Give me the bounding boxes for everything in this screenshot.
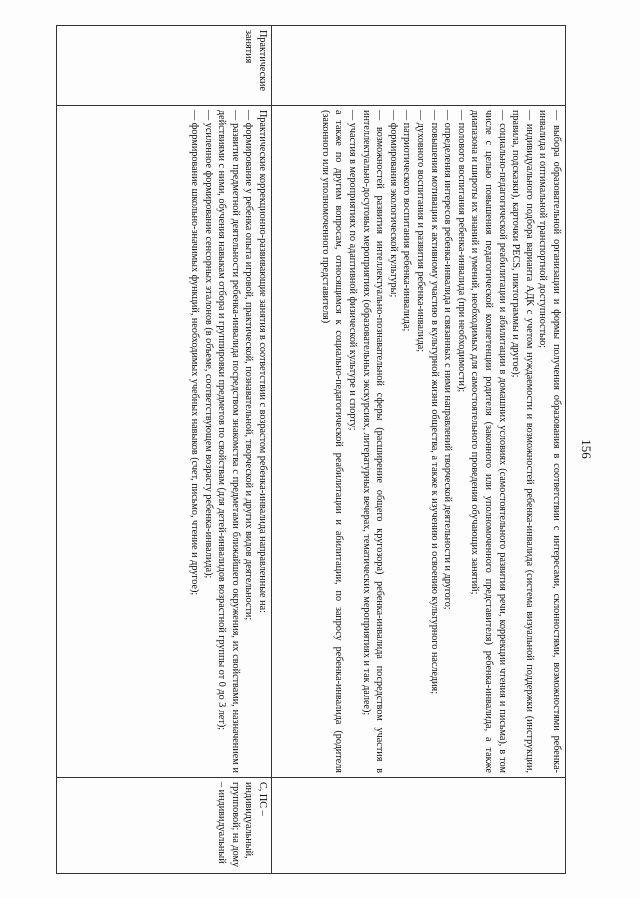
table-row xyxy=(272,26,566,874)
list-item: — формирование школьно-значимых функций, необходимых учебных навыков (счет, письмо, чтение и другое); xyxy=(189,110,201,596)
list-item: — формирования экологической культуры; xyxy=(387,110,399,298)
program-table xyxy=(56,25,566,874)
list-item: — определения интересов ребенка-инвалида и связанных с ними направлений творческой деятельности и другого; xyxy=(442,110,454,610)
list-item: — выбора образовательной организации и формы получения образования в соответствии с интересами, склонностями, возможностями ребенка-инвалида и оптимальной транспортной доступностью; xyxy=(537,110,562,773)
row1-form-cell xyxy=(272,778,566,874)
row2-title-cell xyxy=(57,26,272,106)
row1-title-cell xyxy=(272,26,566,106)
list-item: — полового воспитания ребенка-инвалида (при необходимости); xyxy=(455,110,467,393)
list-item: — развитие предметной деятельности ребенка-инвалида посредством знакомства с предметами ближайшего окружения, их свойствами, назначением и действиями с ними, обучения навыкам отбора и группировки предметов по свойствам (для детей-инвалидов возрастной группы от 0 до 3 лет); xyxy=(216,110,241,773)
form-of-delivery: С, ПС – индивидуальный, групповой; на дому – индивидуальный xyxy=(216,782,268,868)
list-item: — усиленное формирование сенсорных эталонов (в объеме, соответствующем возрасту ребенка-инвалида); xyxy=(202,110,214,579)
list-item: — патриотического воспитания ребенка-инвалида; xyxy=(401,110,413,332)
list-item: — повышения мотивации к активному участию в культурной жизни общества, а также к изучению и освоению культурного наследия; xyxy=(428,110,440,695)
list-item: — индивидуального подбора варианта АДК с учетом нуждаемости и возможностей ребенка-инвалида (система визуальной поддержки (инструкции, правила, подсказки), карточки PECS, пиктограммы и другое); xyxy=(510,110,535,773)
list-item: — возможностей развития интеллектуально-познавательной сферы (расширение общего кругозора) ребенка-инвалида посредством участия в интеллектуально-досуговых мероприятиях (образовательных экскурсиях, литературных вечерах, тематических мероприятиях и так далее); xyxy=(360,110,386,773)
rotated-page-content xyxy=(40,25,600,873)
row1-content-cell xyxy=(272,106,566,778)
list-item: — социально-педагогической реабилитации и абилитации в домашних условиях (самостоятельного развития речи, коррекции чтения и письма), в том числе с целью повышения педагогической компетенции родителя (законного или уполномоченного представителя) ребенка-инвалида, а также диапазона и широты их знаний и умений, необходимых для самостоятельного проведения обучающих занятий; xyxy=(469,110,508,773)
list-item: — формирование у ребенка опыта игровой, практической, познавательной, творческой и других видов деятельности; xyxy=(243,110,255,621)
row-title: Практические занятия xyxy=(243,30,268,92)
row2-form-cell xyxy=(57,778,272,874)
row-intro: Практические коррекционно-развивающие занятия в соответствии с возрастом ребенка-инвалида направленные на: xyxy=(257,110,268,613)
list-item: — духовного воспитания и развития ребенка-инвалида; xyxy=(415,110,427,353)
page-number: 156 xyxy=(579,439,594,459)
table-row xyxy=(57,26,272,874)
list-item: а также по другим вопросам, относящимся к социально-педагогической реабилитации и абилитации, по запросу ребенка-инвалида (родителя (законного или уполномоченного представителя) xyxy=(319,110,345,773)
list-item: — участия в мероприятиях по адаптивной физической культуре и спорту; xyxy=(347,110,359,431)
row2-content-cell xyxy=(57,106,272,778)
